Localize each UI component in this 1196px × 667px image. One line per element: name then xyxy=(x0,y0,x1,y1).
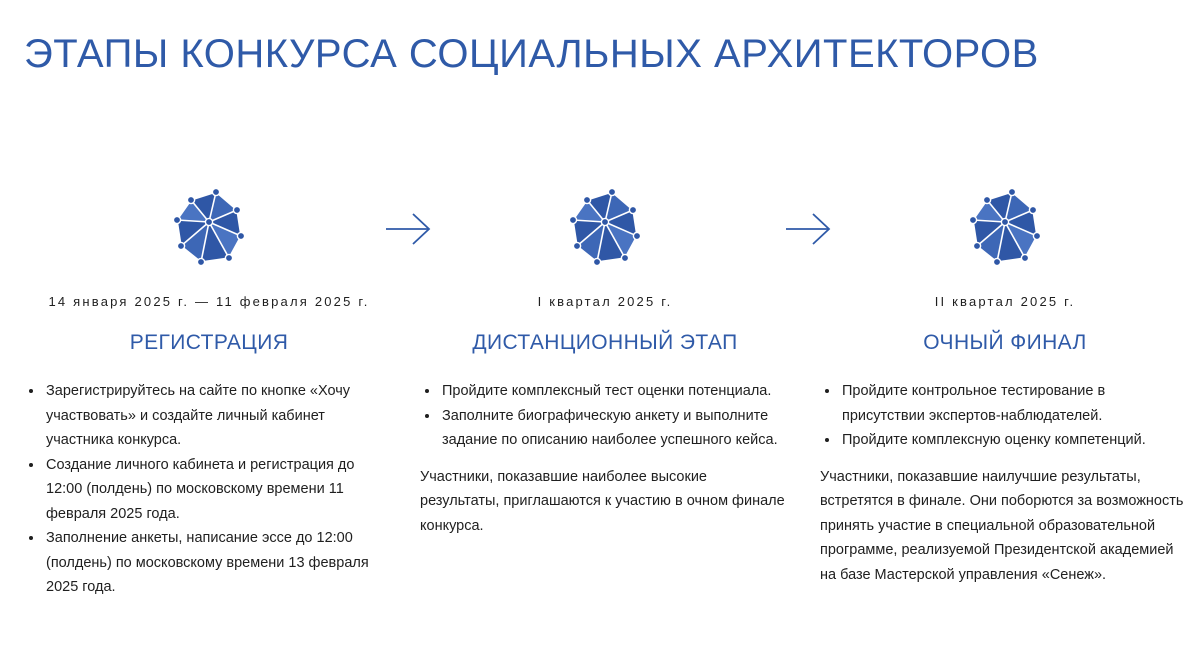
network-polyhedron-icon xyxy=(565,186,645,266)
stage-note: Участники, показавшие наиболее высокие результаты, приглашаются к участию в очном финале конкурса. xyxy=(420,468,785,534)
list-item: • Пройдите комплексную оценку компетенций. xyxy=(840,428,1190,453)
stage-date: I квартал 2025 г. xyxy=(537,294,673,309)
list-item: • Создание личного кабинета и регистрация до 12:00 (полдень) по московскому времени 11 февраля 2025 года. xyxy=(44,453,394,527)
stage-title: РЕГИСТРАЦИЯ xyxy=(129,331,289,354)
stage-title: ДИСТАНЦИОННЫЙ ЭТАП xyxy=(472,331,738,354)
stage-list xyxy=(420,379,790,453)
stage-list xyxy=(820,379,1190,453)
stage-remote xyxy=(420,186,790,538)
list-item: • Пройдите контрольное тестирование в присутствии экспертов-наблюдателей. xyxy=(840,379,1190,428)
list-item: • Пройдите комплексный тест оценки потенциала. xyxy=(440,379,790,404)
network-polyhedron-icon xyxy=(169,186,249,266)
stage-final xyxy=(820,186,1190,587)
stage-title: ОЧНЫЙ ФИНАЛ xyxy=(923,331,1087,354)
page-title: ЭТАПЫ КОНКУРСА СОЦИАЛЬНЫХ АРХИТЕКТОРОВ xyxy=(24,32,1039,76)
list-item: • Заполните биографическую анкету и выполните задание по описанию наиболее успешного кейса. xyxy=(440,404,790,453)
stage-date: 14 января 2025 г. — 11 февраля 2025 г. xyxy=(48,294,370,309)
network-polyhedron-icon xyxy=(965,186,1045,266)
list-item: • Зарегистрируйтесь на сайте по кнопке «Хочу участвовать» и создайте личный кабинет участника конкурса. xyxy=(44,379,394,453)
stage-date: II квартал 2025 г. xyxy=(934,294,1076,309)
list-item: • Заполнение анкеты, написание эссе до 12:00 (полдень) по московскому времени 13 февраля 2025 года. xyxy=(44,526,394,600)
stage-registration xyxy=(24,186,394,600)
stage-note: Участники, показавшие наилучшие результаты, встретятся в финале. Они поборются за возможность принять участие в специальной образовательной программе, реализуемой Президентской академией на базе Мастерской управления «Сенеж». xyxy=(820,468,1184,583)
stage-list xyxy=(24,379,394,600)
